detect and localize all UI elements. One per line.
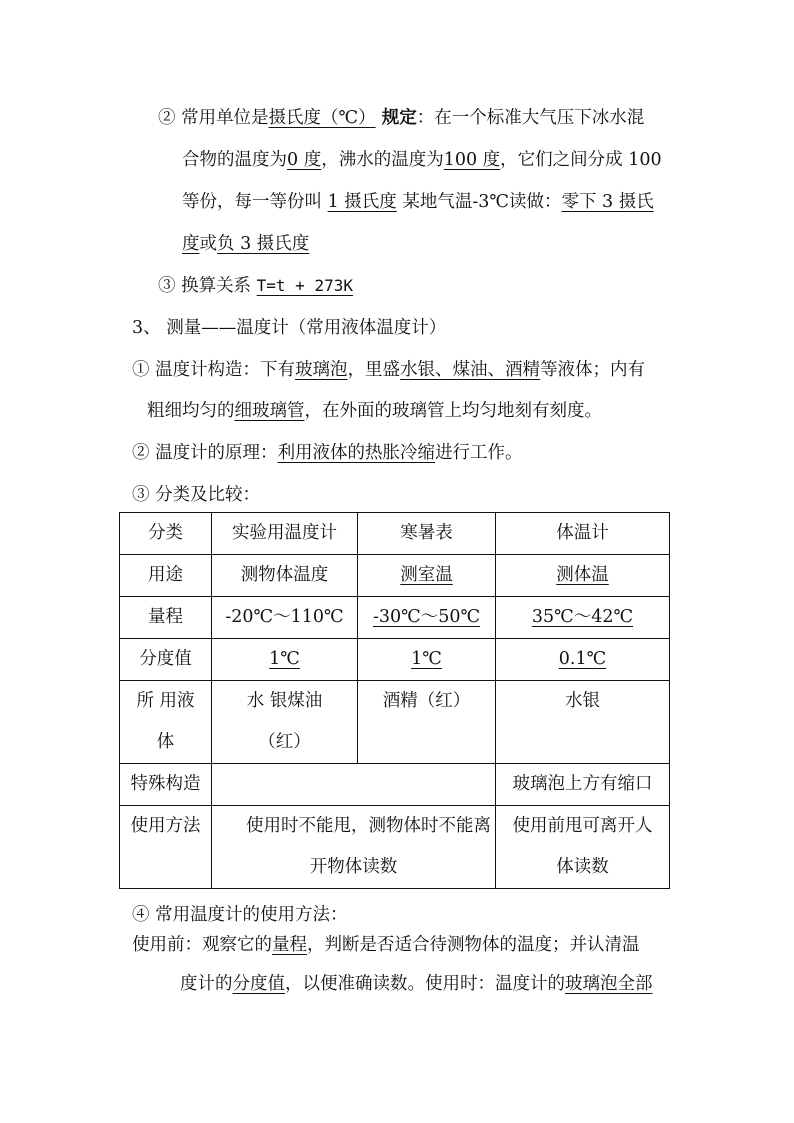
table-cell [212, 681, 358, 764]
text: 合物的温度为 [182, 150, 287, 170]
construction-line-1 [132, 358, 645, 382]
unit-paragraph-line-3 [182, 190, 654, 214]
row-label: 量程 [120, 597, 212, 639]
unit-celsius: 摄氏度（℃） [268, 108, 376, 128]
table-cell [358, 639, 496, 681]
liquids: 水银、煤油、酒精 [400, 360, 541, 380]
cell-text: 水 银煤油 [246, 691, 323, 711]
cell-text: 所 用液 [136, 691, 195, 711]
ice-water-temp: 0 度 [287, 150, 322, 170]
table-row [120, 681, 670, 764]
unit-paragraph-line-2 [182, 148, 662, 172]
reading-answer-cont: 度 [182, 234, 200, 254]
cell-text: （红） [258, 732, 311, 752]
table-cell [496, 806, 670, 889]
table-cell [212, 764, 496, 806]
division-term: 分度值 [232, 974, 285, 994]
table-cell: 酒精（红） [358, 681, 496, 764]
thermometer-comparison-table [119, 512, 670, 889]
cell-text: 1℃ [269, 649, 300, 669]
cell-text: 开物体读数 [309, 857, 398, 877]
glass-bulb: 玻璃泡 [295, 360, 348, 380]
table-row [120, 806, 670, 889]
cell-text: 35℃～42℃ [531, 607, 634, 627]
conversion-formula: T=t + 273K [256, 276, 353, 295]
text: 等份，每一等份叫 [182, 192, 328, 212]
text: 度计的 [180, 974, 233, 994]
table-header-cell: 寒暑表 [358, 513, 496, 555]
table-row [120, 555, 670, 597]
table-cell: -20℃～110℃ [212, 597, 358, 639]
row-label [120, 681, 212, 764]
cell-text: 0.1℃ [558, 649, 607, 669]
table-cell [358, 555, 496, 597]
table-row [120, 639, 670, 681]
text: ，在外面的玻璃管上均匀地刻有刻度。 [304, 401, 602, 421]
reading-answer: 零下 3 摄氏 [561, 192, 654, 212]
table-cell [496, 597, 670, 639]
cell-text: -30℃～50℃ [372, 607, 481, 627]
table-header-cell: 分类 [120, 513, 212, 555]
row-label: 用途 [120, 555, 212, 597]
cell-text: 测室温 [400, 565, 453, 585]
cell-text: 体读数 [556, 857, 609, 877]
one-degree: 1 摄氏度 [327, 192, 397, 212]
text: ，里盛 [347, 360, 401, 380]
text: 使用前：观察它的 [132, 935, 272, 955]
table-cell [212, 806, 496, 889]
principle-line [132, 441, 523, 465]
unit-paragraph-line-1 [158, 106, 644, 130]
thin-glass-tube: 细玻璃管 [234, 401, 305, 421]
cell-text: 1℃ [411, 649, 442, 669]
table-cell [496, 555, 670, 597]
unit-paragraph-line-4 [182, 232, 309, 256]
cell-text: 体 [156, 732, 175, 752]
rule-label: 规定 [375, 108, 417, 128]
table-cell: 水银 [496, 681, 670, 764]
section-3-heading: 3、 测量——温度计（常用液体温度计） [132, 318, 447, 338]
text: 进行工作。 [435, 443, 523, 463]
text: 某地气温-3℃读做： [396, 192, 562, 212]
table-cell [358, 597, 496, 639]
table-row [120, 597, 670, 639]
reading-answer-alt: 负 3 摄氏度 [217, 234, 310, 254]
text: ，它们之间分成 100 [500, 150, 662, 170]
table-cell [212, 639, 358, 681]
table-cell: 测物体温度 [212, 555, 358, 597]
text: 等液体；内有 [540, 360, 646, 380]
rule-text: ：在一个标准大气压下冰水混 [416, 108, 645, 128]
row-label: 分度值 [120, 639, 212, 681]
text: ，判断是否适合待测物体的温度；并认清温 [307, 935, 640, 955]
item-2-prefix: ② 常用单位是 [158, 108, 269, 128]
usage-line-1 [132, 933, 640, 957]
text: ，以便准确读数。使用时：温度计的 [285, 974, 565, 994]
usage-line-2 [180, 972, 653, 996]
table-header-cell: 体温计 [496, 513, 670, 555]
cell-text: 测体温 [556, 565, 609, 585]
principle: 利用液体的热胀冷缩 [277, 443, 436, 463]
classification-heading: ③ 分类及比较： [132, 485, 261, 505]
text: 粗细均匀的 [147, 401, 235, 421]
conversion-line [158, 274, 353, 298]
usage-heading: ④ 常用温度计的使用方法： [132, 905, 348, 925]
cell-text: 使用前甩可离开人 [512, 816, 653, 836]
range-term: 量程 [272, 935, 307, 955]
table-header-cell: 实验用温度计 [212, 513, 358, 555]
text: ② 温度计的原理： [132, 443, 278, 463]
row-label: 特殊构造 [120, 764, 212, 806]
table-row [120, 513, 670, 555]
text: 或 [199, 234, 217, 254]
cell-text: 使用时不能甩，测物体时不能离 [246, 816, 491, 836]
conversion-label: ③ 换算关系 [158, 276, 257, 296]
table-cell [496, 639, 670, 681]
bulb-term: 玻璃泡全部 [565, 974, 653, 994]
table-cell: 玻璃泡上方有缩口 [496, 764, 670, 806]
table-row [120, 764, 670, 806]
row-label: 使用方法 [120, 806, 212, 889]
construction-line-2 [147, 399, 602, 423]
text: ① 温度计构造：下有 [132, 360, 296, 380]
text: ，沸水的温度为 [321, 150, 444, 170]
boiling-water-temp: 100 度 [443, 150, 501, 170]
